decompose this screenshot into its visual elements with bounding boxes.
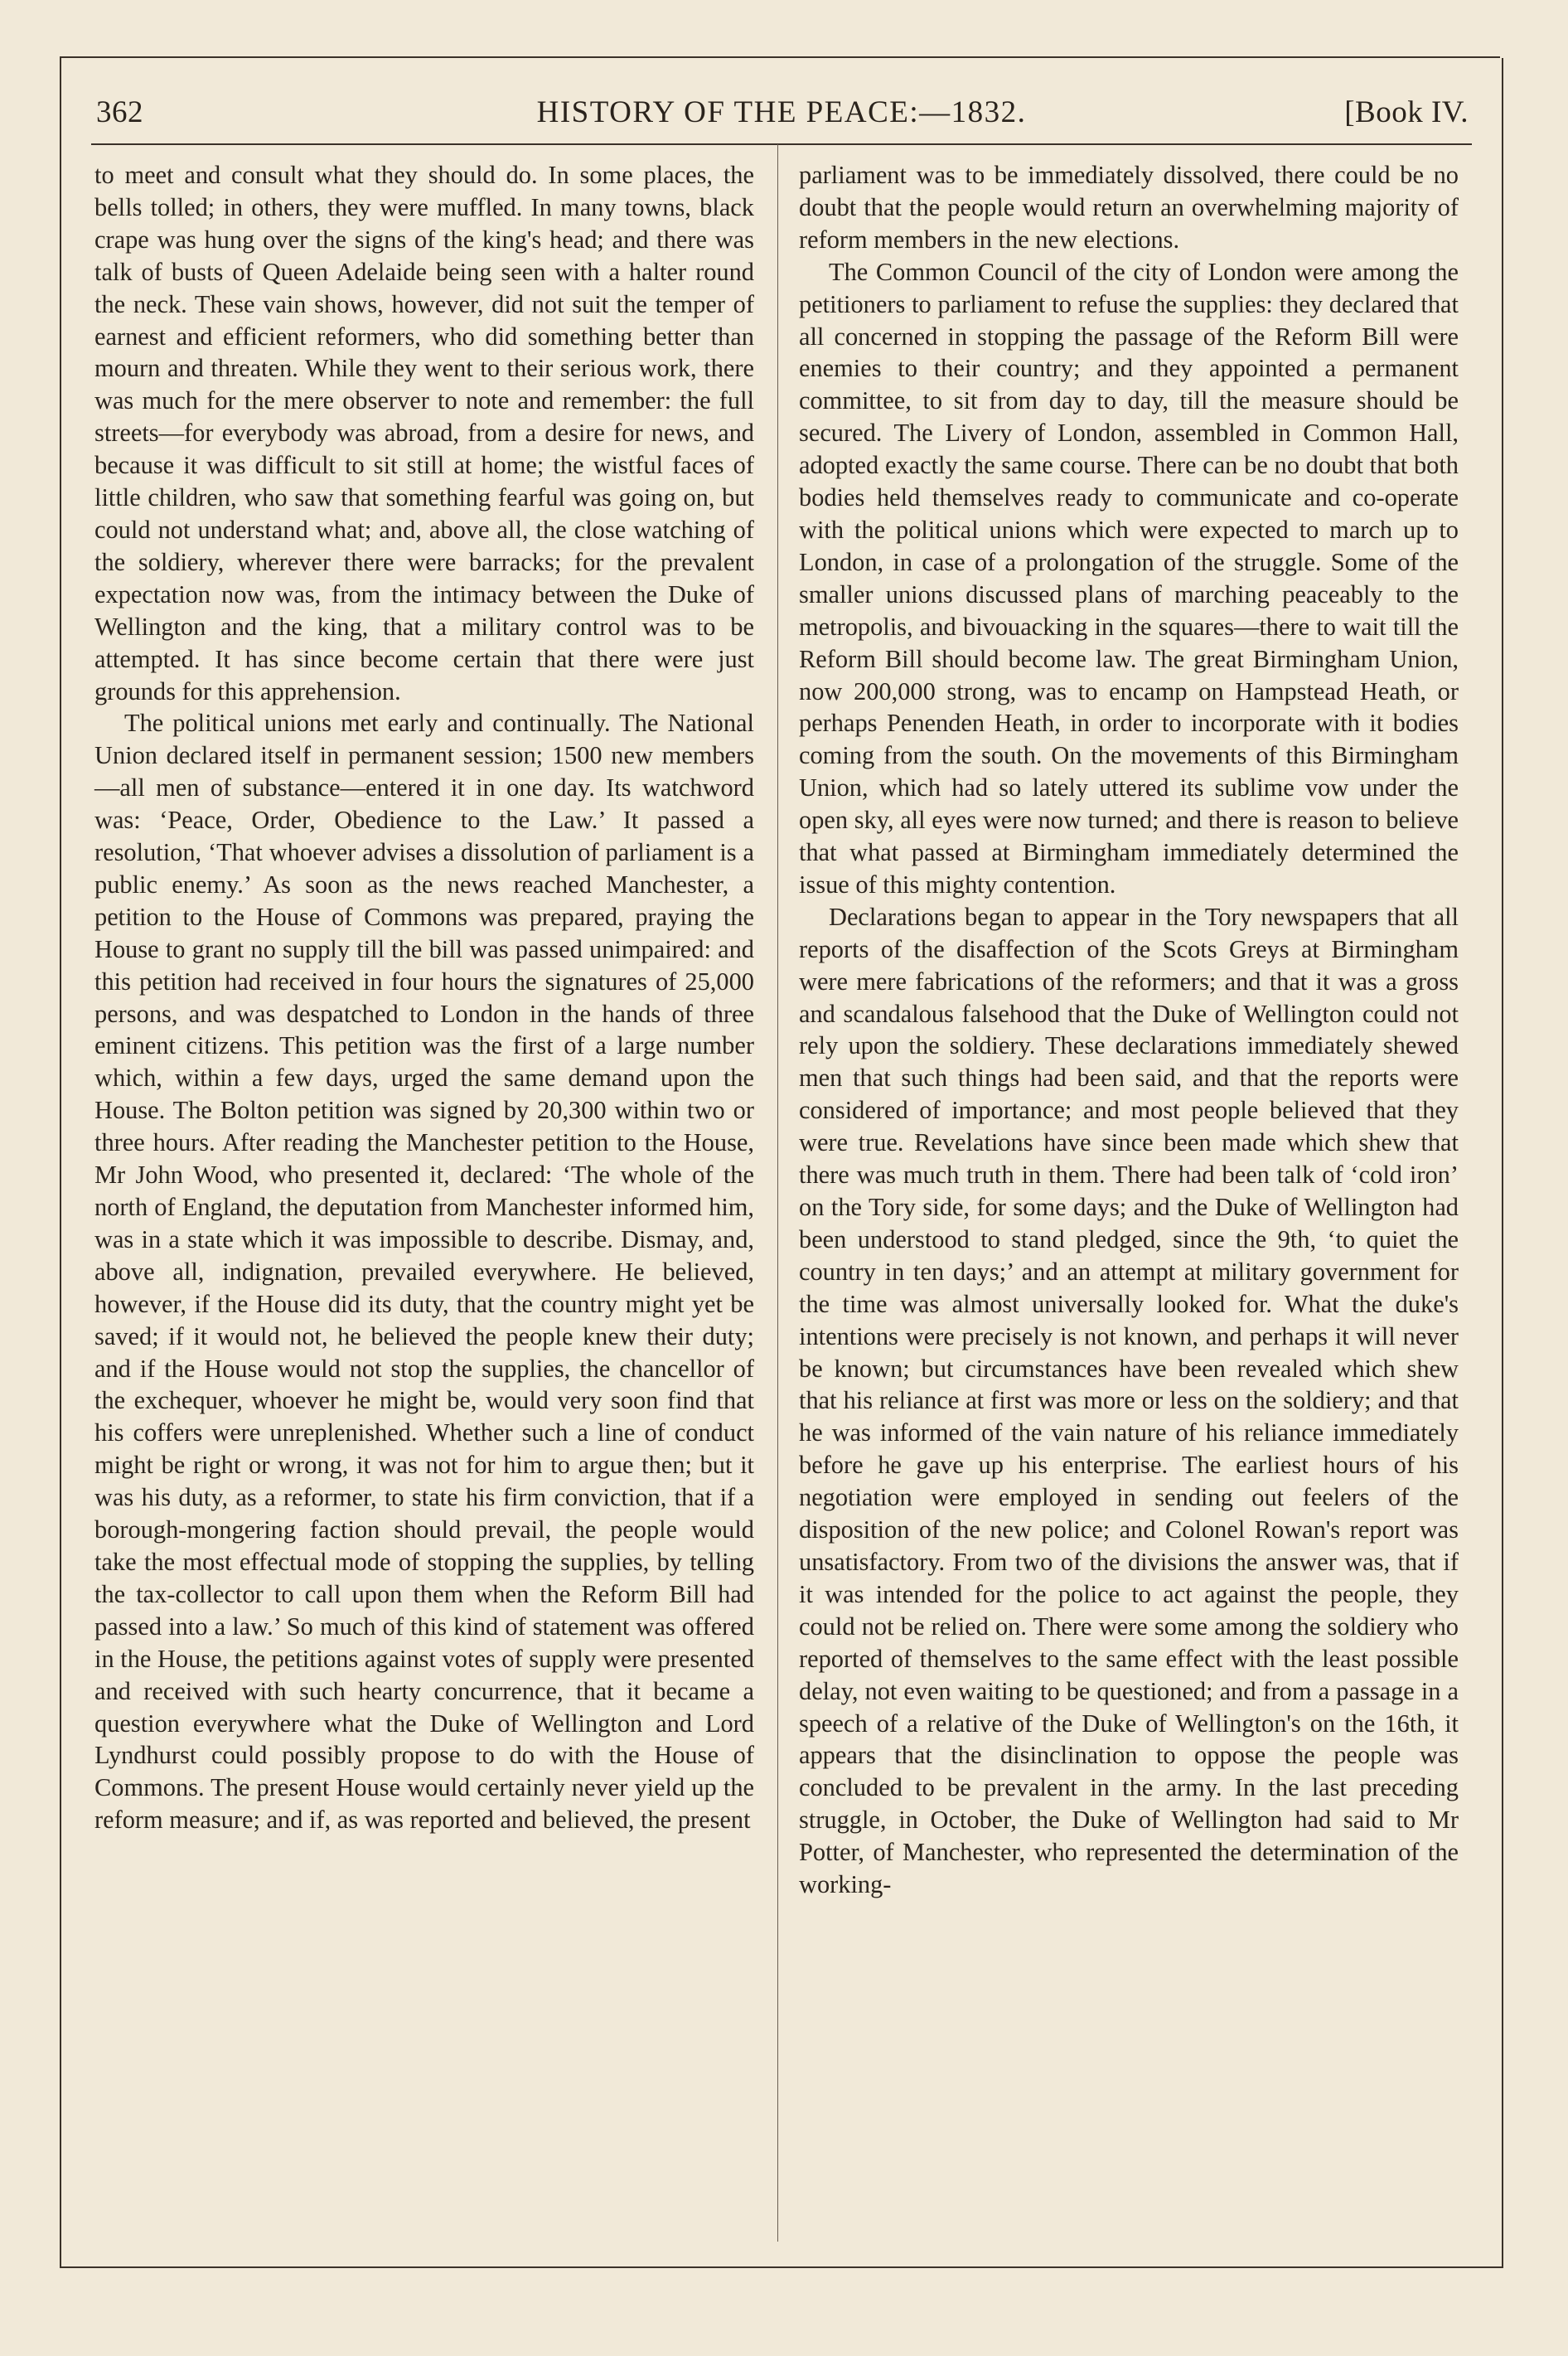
left-column xyxy=(94,159,754,1836)
running-title: HISTORY OF THE PEACE:—1832. xyxy=(536,95,1027,129)
paragraph: Declarations began to appear in the Tory newspapers that all reports of the disaffection of the Scots Greys at Birmingham were mere fabrications of the reformers; and that it was a gross and scandalous falsehood that the Duke of Wellington could not rely upon the soldiery. These declarations immediately shewed men that such things had been said, and that the reports were considered of importance; and most people believed that they were true. Revelations have since been made which shew that there was much truth in them. There had been talk of ‘cold iron’ on the Tory side, for some days; and the Duke of Wellington had been understood to stand pledged, since the 9th, ‘to quiet the country in ten days;’ and an attempt at military government for the time was almost universally looked for. What the duke's intentions were precisely is not known, and perhaps it will never be known; but circumstances have been revealed which shew that his reliance at first was more or less on the soldiery; and that he was informed of the vain nature of his reliance immediately before he gave up his enterprise. The earliest hours of his negotiation were employed in sending out feelers of the disposition of the new police; and Colonel Rowan's report was unsatisfactory. From two of the divisions the answer was, that if it was intended for the police to act against the people, they could not be relied on. There were some among the soldiery who reported of themselves to the same effect with the least possible delay, not even waiting to be questioned; and from a passage in a speech of a relative of the Duke of Wellington's on the 16th, it appears that the disinclination to oppose the people was concluded to be prevalent in the army. In the last preceding struggle, in October, the Duke of Wellington had said to Mr Potter, of Manchester, who represented the determination of the working- xyxy=(799,902,1459,1899)
book-page xyxy=(60,58,1503,2268)
right-column xyxy=(799,159,1459,1901)
paragraph: The Common Council of the city of London were among the petitioners to parliament to refuse the supplies: they declared that all concerned in stopping the passage of the Reform Bill were enemies to their country; and they appointed a permanent committee, to sit from day to day, till the measure should be secured. The Livery of London, assembled in Common Hall, adopted exactly the same course. There can be no doubt that both bodies held themselves ready to communicate and co-operate with the political unions which were expected to march up to London, in case of a prolongation of the struggle. Some of the smaller unions discussed plans of marching peaceably to the metropolis, and bivouacking in the squares—there to wait till the Reform Bill should become law. The great Birmingham Union, now 200,000 strong, was to encamp on Hampstead Heath, or perhaps Penenden Heath, in order to incorporate with it bodies coming from the south. On the movements of this Birmingham Union, which had so lately uttered its sublime vow under the open sky, all eyes were now turned; and there is reason to believe that what passed at Birmingham immediately determined the issue of this mighty contention. xyxy=(799,257,1459,899)
paragraph: to meet and consult what they should do. In some places, the bells tolled; in others, they were muffled. In many towns, black crape was hung over the signs of the king's head; and there was talk of busts of Queen Adelaide being seen with a halter round the neck. These vain shows, however, did not suit the temper of earnest and efficient reformers, who did something better than mourn and threaten. While they went to their serious work, there was much for the mere observer to note and remember: the full streets—for everybody was abroad, from a desire for news, and because it was difficult to sit still at home; the wistful faces of little children, who saw that something fearful was going on, but could not understand what; and, above all, the close watching of the soldiery, wherever there were barracks; for the prevalent expectation now was, from the intimacy between the Duke of Wellington and the king, that a military control was to be attempted. It has since become certain that there were just grounds for this apprehension. xyxy=(94,161,754,705)
header-rule xyxy=(91,143,1472,145)
book-label: [Book IV. xyxy=(1344,95,1469,129)
page-number: 362 xyxy=(96,95,143,129)
column-divider xyxy=(777,144,778,2242)
running-header xyxy=(94,95,1469,144)
paragraph: parliament was to be immediately dissolved, there could be no doubt that the people would return an overwhelming majority of reform members in the new elections. xyxy=(799,161,1459,254)
paragraph: The political unions met early and continually. The National Union declared itself in permanent session; 1500 new members—all men of substance—entered it in one day. Its watchword was: ‘Peace, Order, Obedience to the Law.’ It passed a resolution, ‘That whoever advises a dissolution of parliament is a public enemy.’ As soon as the news reached Manchester, a petition to the House of Commons was prepared, praying the House to grant no supply till the bill was passed unimpaired: and this petition had received in four hours the signatures of 25,000 persons, and was despatched to London in the hands of three eminent citizens. This petition was the first of a large number which, within a few days, urged the same demand upon the House. The Bolton petition was signed by 20,300 within two or three hours. After reading the Manchester petition to the House, Mr John Wood, who presented it, declared: ‘The whole of the north of England, the deputation from Manchester informed him, was in a state which it was impossible to describe. Dismay, and, above all, indignation, prevailed everywhere. He believed, however, if the House did its duty, that the country might yet be saved; if it would not, he believed the people knew their duty; and if the House would not stop the supplies, the chancellor of the exchequer, whoever he might be, would very soon find that his coffers were unreplenished. Whether such a line of conduct might be right or wrong, it was not for him to argue then; but it was his duty, as a reformer, to state his firm conviction, that if a borough-mongering faction should prevail, the people would take the most effectual mode of stopping the supplies, by telling the tax-collector to call upon them when the Reform Bill had passed into a law.’ So much of this kind of statement was offered in the House, the petitions against votes of supply were presented and received with such hearty concurrence, that it became a question everywhere what the Duke of Wellington and Lord Lyndhurst could possibly propose to do with the House of Commons. The present House would certainly never yield up the reform measure; and if, as was reported and believed, the present xyxy=(94,709,754,1835)
